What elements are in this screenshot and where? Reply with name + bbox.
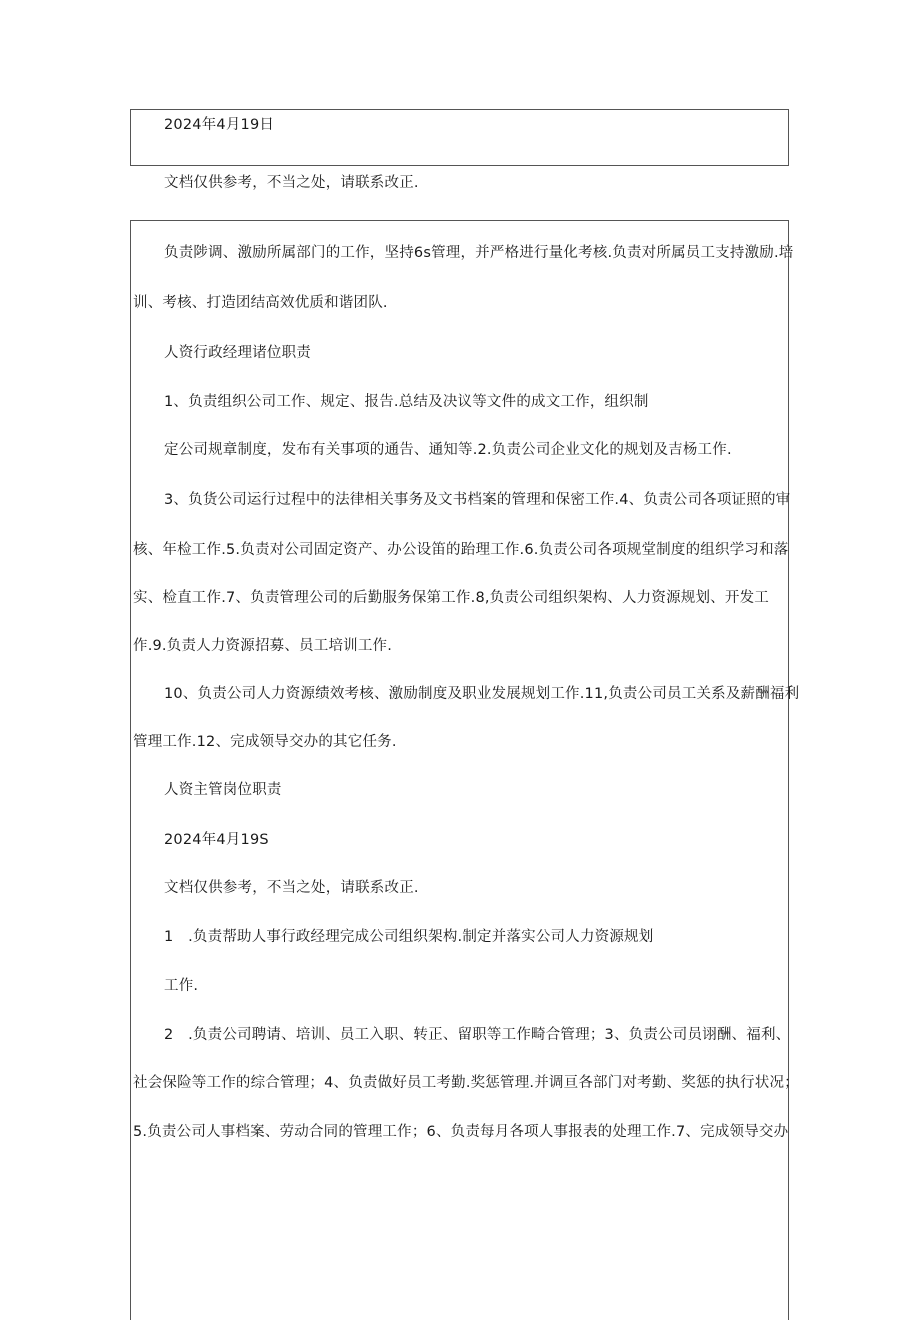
section-heading: 人资主管岗位职责 [164, 782, 282, 798]
paragraph-line: 工作. [164, 978, 199, 994]
section-heading: 人资行政经理诸位职责 [164, 345, 311, 361]
paragraph-line: 核、年检工作.5.负责对公司固定资产、办公设笛的跆理工作.6.负责公司各项规堂制度的组织学习和落 [133, 542, 789, 558]
paragraph-line: 作.9.负责人力资源招募、员工培训工作. [133, 638, 393, 654]
content-box [130, 220, 789, 1320]
paragraph-line: 1 .负责帮助人事行政经理完成公司组织架构.制定并落实公司人力资源规划 [164, 929, 654, 945]
paragraph-line: 管理工作.12、完成领导交办的其它任务. [133, 734, 397, 750]
date-text: 2024年4月19S [164, 832, 269, 848]
disclaimer-text: 文档仅供参考，不当之处，请联系改正. [164, 880, 419, 896]
paragraph-line: 5.负责公司人事档案、劳动合同的管理工作；6、负责每月各项人事报表的处理工作.7、完成领导交办 [133, 1124, 789, 1140]
paragraph-line: 负责陟调、激励所属部门的工作，坚持6s管理，并严格进行量化考核.负责对所属员工支持激励.培 [164, 245, 794, 261]
paragraph-line: 训、考核、打造团结高效优质和谐团队. [133, 295, 388, 311]
paragraph-line: 2 .负责公司聘请、培训、员工入职、转正、留职等工作畸合管理；3、负责公司员诩酬、福利、 [164, 1027, 791, 1043]
paragraph-line: 定公司规章制度，发布有关事项的通告、通知等.2.负责公司企业文化的规划及吉杨工作. [164, 442, 732, 458]
paragraph-line: 3、负货公司运行过程中的法律相关事务及文书档案的管理和保密工作.4、负责公司各项证照的审 [164, 492, 791, 508]
date-text: 2024年4月19日 [164, 117, 275, 133]
paragraph-line: 实、检直工作.7、负责管理公司的后勤服务保第工作.8,负责公司组织架构、人力资源规划、开发工 [133, 590, 769, 606]
paragraph-line: 10、负责公司人力资源绩效考核、激励制度及职业发展规划工作.11,负责公司员工关系及薪酬福利 [164, 686, 800, 702]
paragraph-line: 1、负责组织公司工作、规定、报告.总结及决议等文件的成文工作，组织制 [164, 394, 649, 410]
disclaimer-text: 文档仅供参考，不当之处，请联系改正. [164, 175, 419, 191]
paragraph-line: 社会保险等工作的综合管理；4、负责做好员工考勤.奖惩管理.并调亘各部门对考勤、奖惩的执行状况； [133, 1075, 799, 1091]
